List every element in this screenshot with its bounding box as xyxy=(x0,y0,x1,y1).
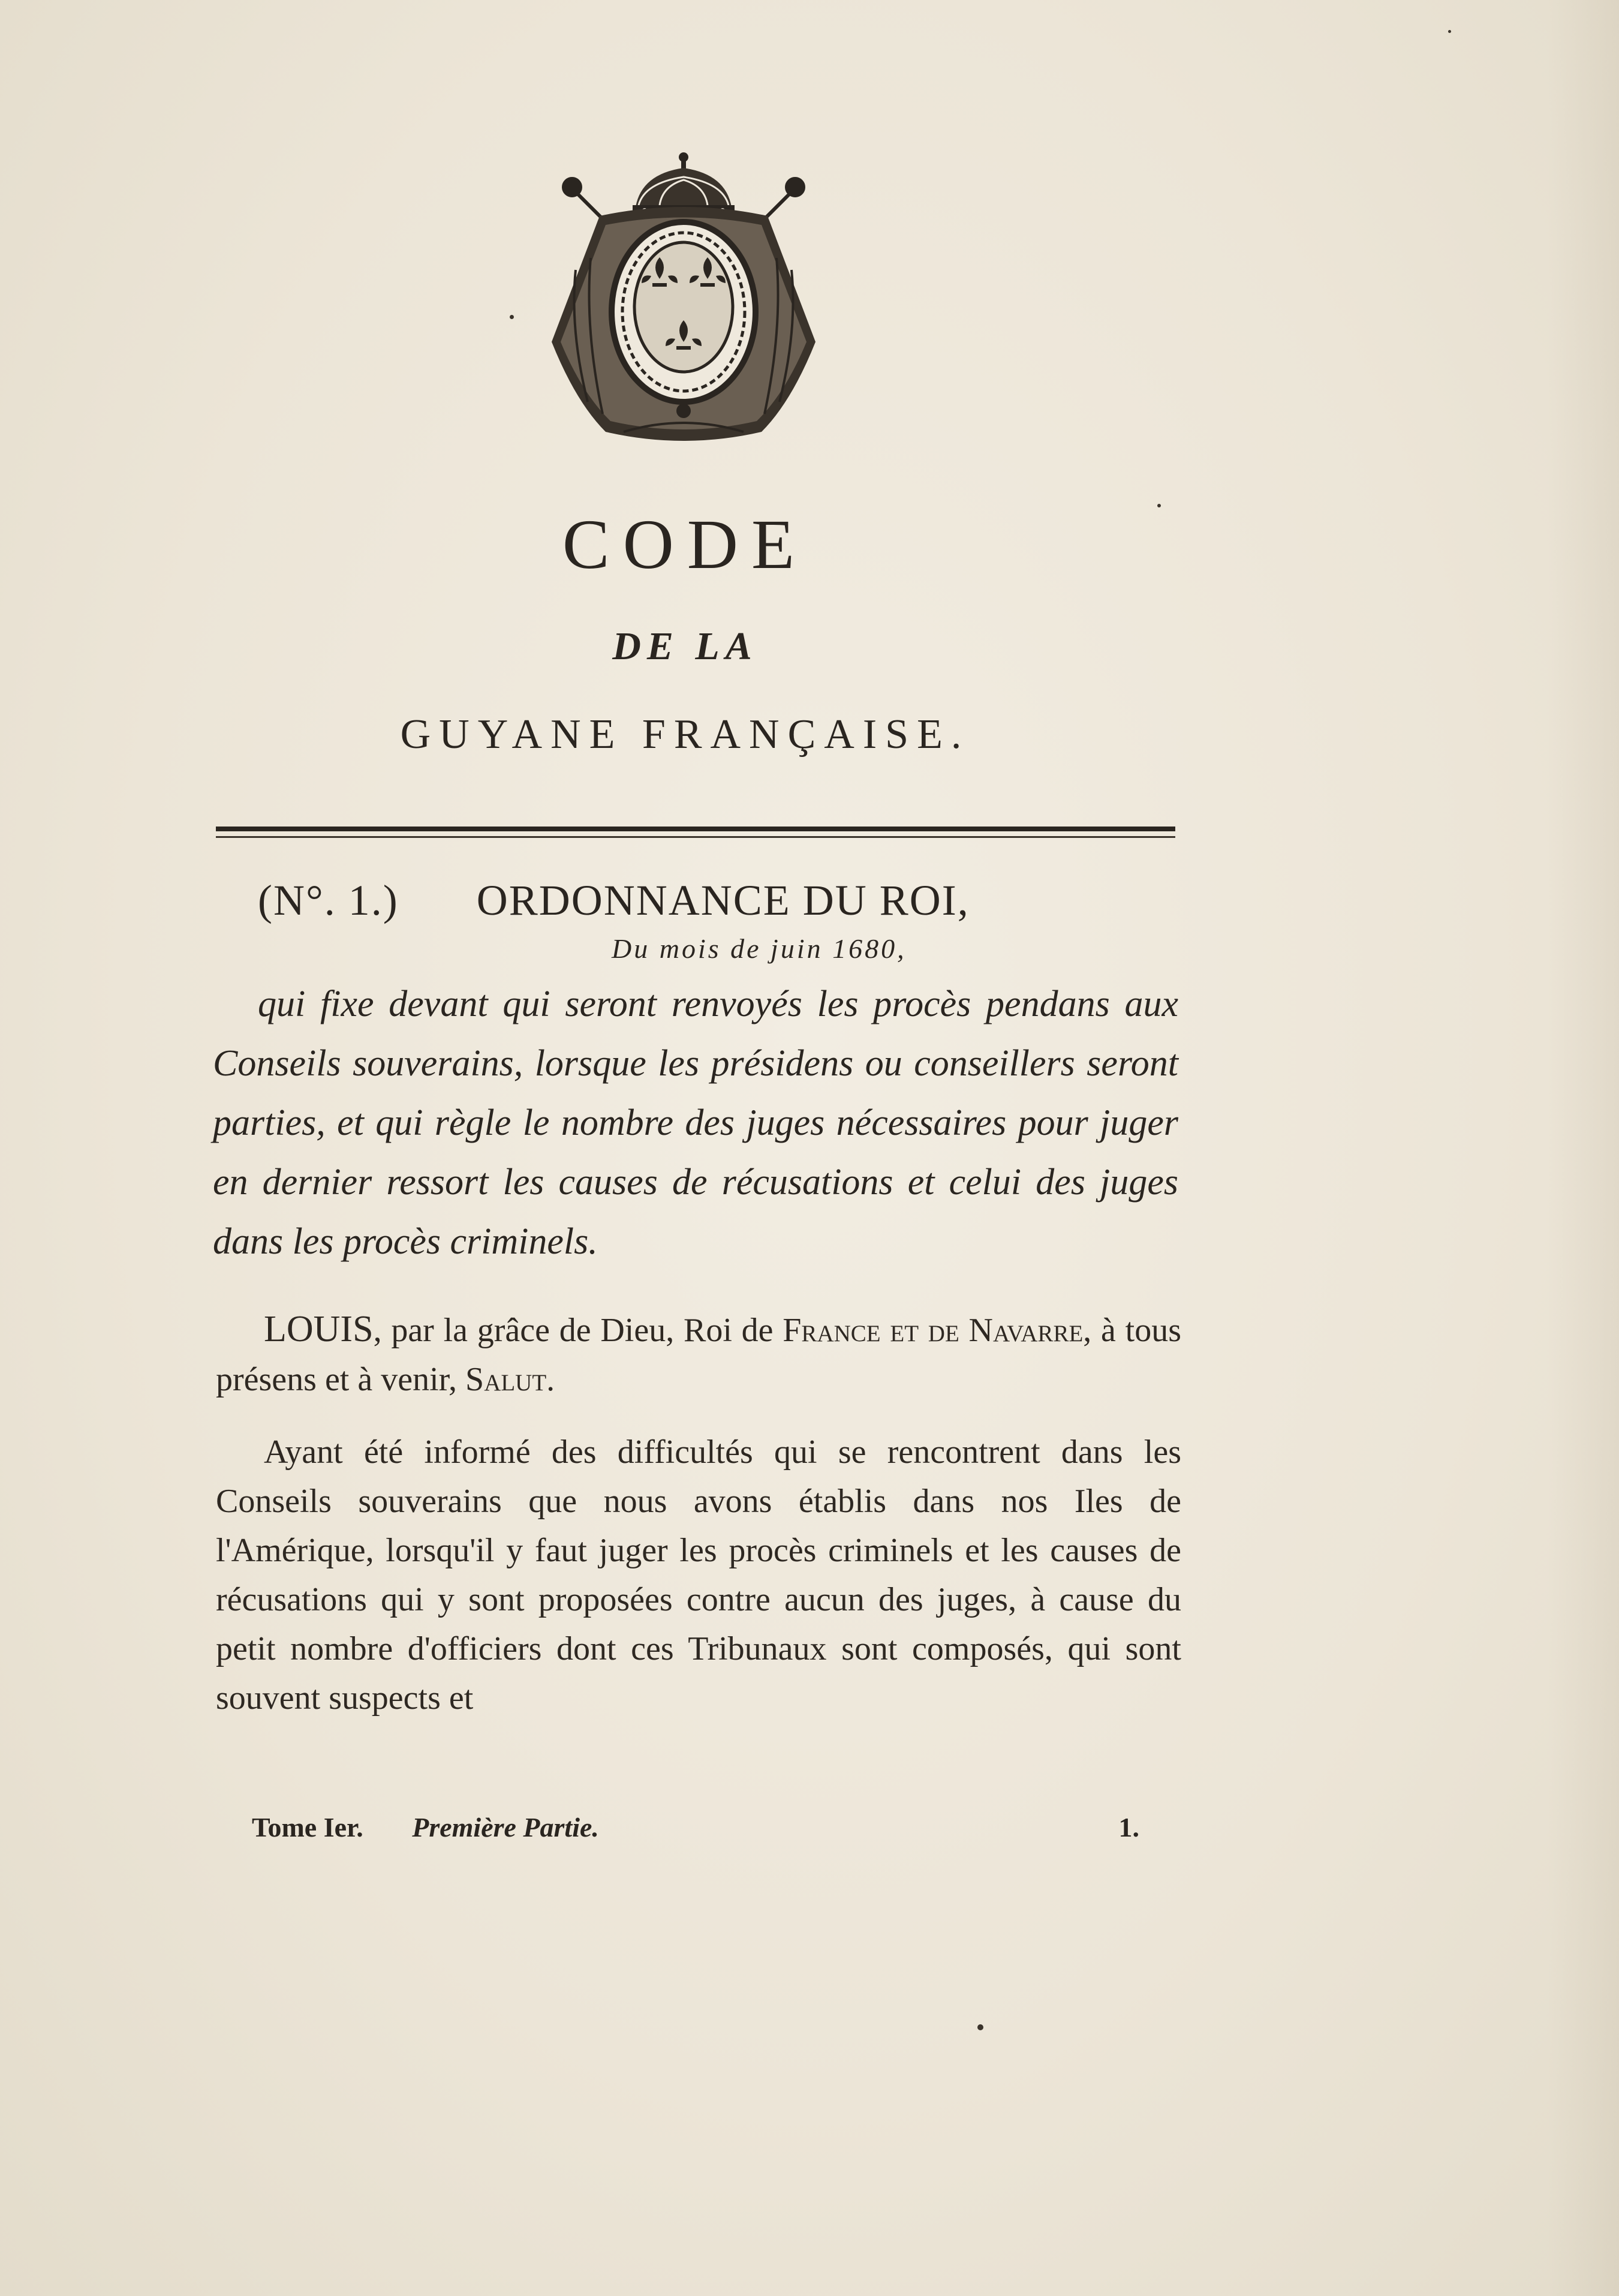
paper-speck xyxy=(1157,504,1161,507)
title-guyane-francaise: GUYANE FRANÇAISE. xyxy=(400,711,970,758)
body-paragraph-1 xyxy=(216,1305,1181,1404)
title-de-la: DE LA xyxy=(612,624,758,668)
p1-text-a: , par la grâce de Dieu, Roi de xyxy=(373,1312,783,1349)
paper-speck xyxy=(1448,30,1451,33)
ordonnance-number: (N°. 1.) xyxy=(258,876,399,924)
paper-speck xyxy=(510,315,514,319)
page-edge-shadow xyxy=(1547,0,1619,2296)
ordonnance-heading-row xyxy=(258,876,1193,925)
royal-coat-of-arms-icon xyxy=(534,150,833,450)
footer-partie: Première Partie. xyxy=(412,1812,599,1843)
paper-speck xyxy=(977,2024,983,2030)
navarre-word: Navarre xyxy=(968,1312,1084,1349)
title-divider-rule xyxy=(216,827,1175,840)
p1-text-b: , à tous présens et à venir, xyxy=(216,1312,1182,1398)
title-code: CODE xyxy=(562,505,808,584)
louis-word: LOUIS xyxy=(264,1309,374,1350)
page-footer xyxy=(252,1811,1139,1843)
ordonnance-heading: ORDONNANCE DU ROI, xyxy=(476,876,970,924)
body-paragraph-2: Ayant été informé des difficultés qui se rencontrent dans les Conseils souverains que nous avons établis dans nos Iles de l'Amérique, lorsqu'il y faut juger les procès criminels et les causes de récusations qui y sont proposées contre aucun des juges, à cause du petit nombre d'officiers dont ces Tribunaux sont composés, qui sont souvent suspects et xyxy=(216,1434,1181,1717)
ordonnance-summary: qui fixe devant qui seront renvoyés les procès pendans aux Conseils souverains, lorsque les présidens ou conseillers seront parties, et qui règle le nombre des juges nécessaires pour juger en dernier ressort les causes de récusations et celui des juges dans les procès criminels. xyxy=(213,984,1178,1262)
p1-end: . xyxy=(546,1361,555,1398)
footer-signature-mark: 1. xyxy=(1118,1812,1139,1843)
france-word: France xyxy=(783,1312,881,1349)
footer-tome: Tome Ier. xyxy=(252,1812,363,1843)
et-de-words: et de xyxy=(890,1312,959,1349)
salut-word: Salut xyxy=(465,1361,547,1398)
ordonnance-date: Du mois de juin 1680, xyxy=(612,933,907,964)
